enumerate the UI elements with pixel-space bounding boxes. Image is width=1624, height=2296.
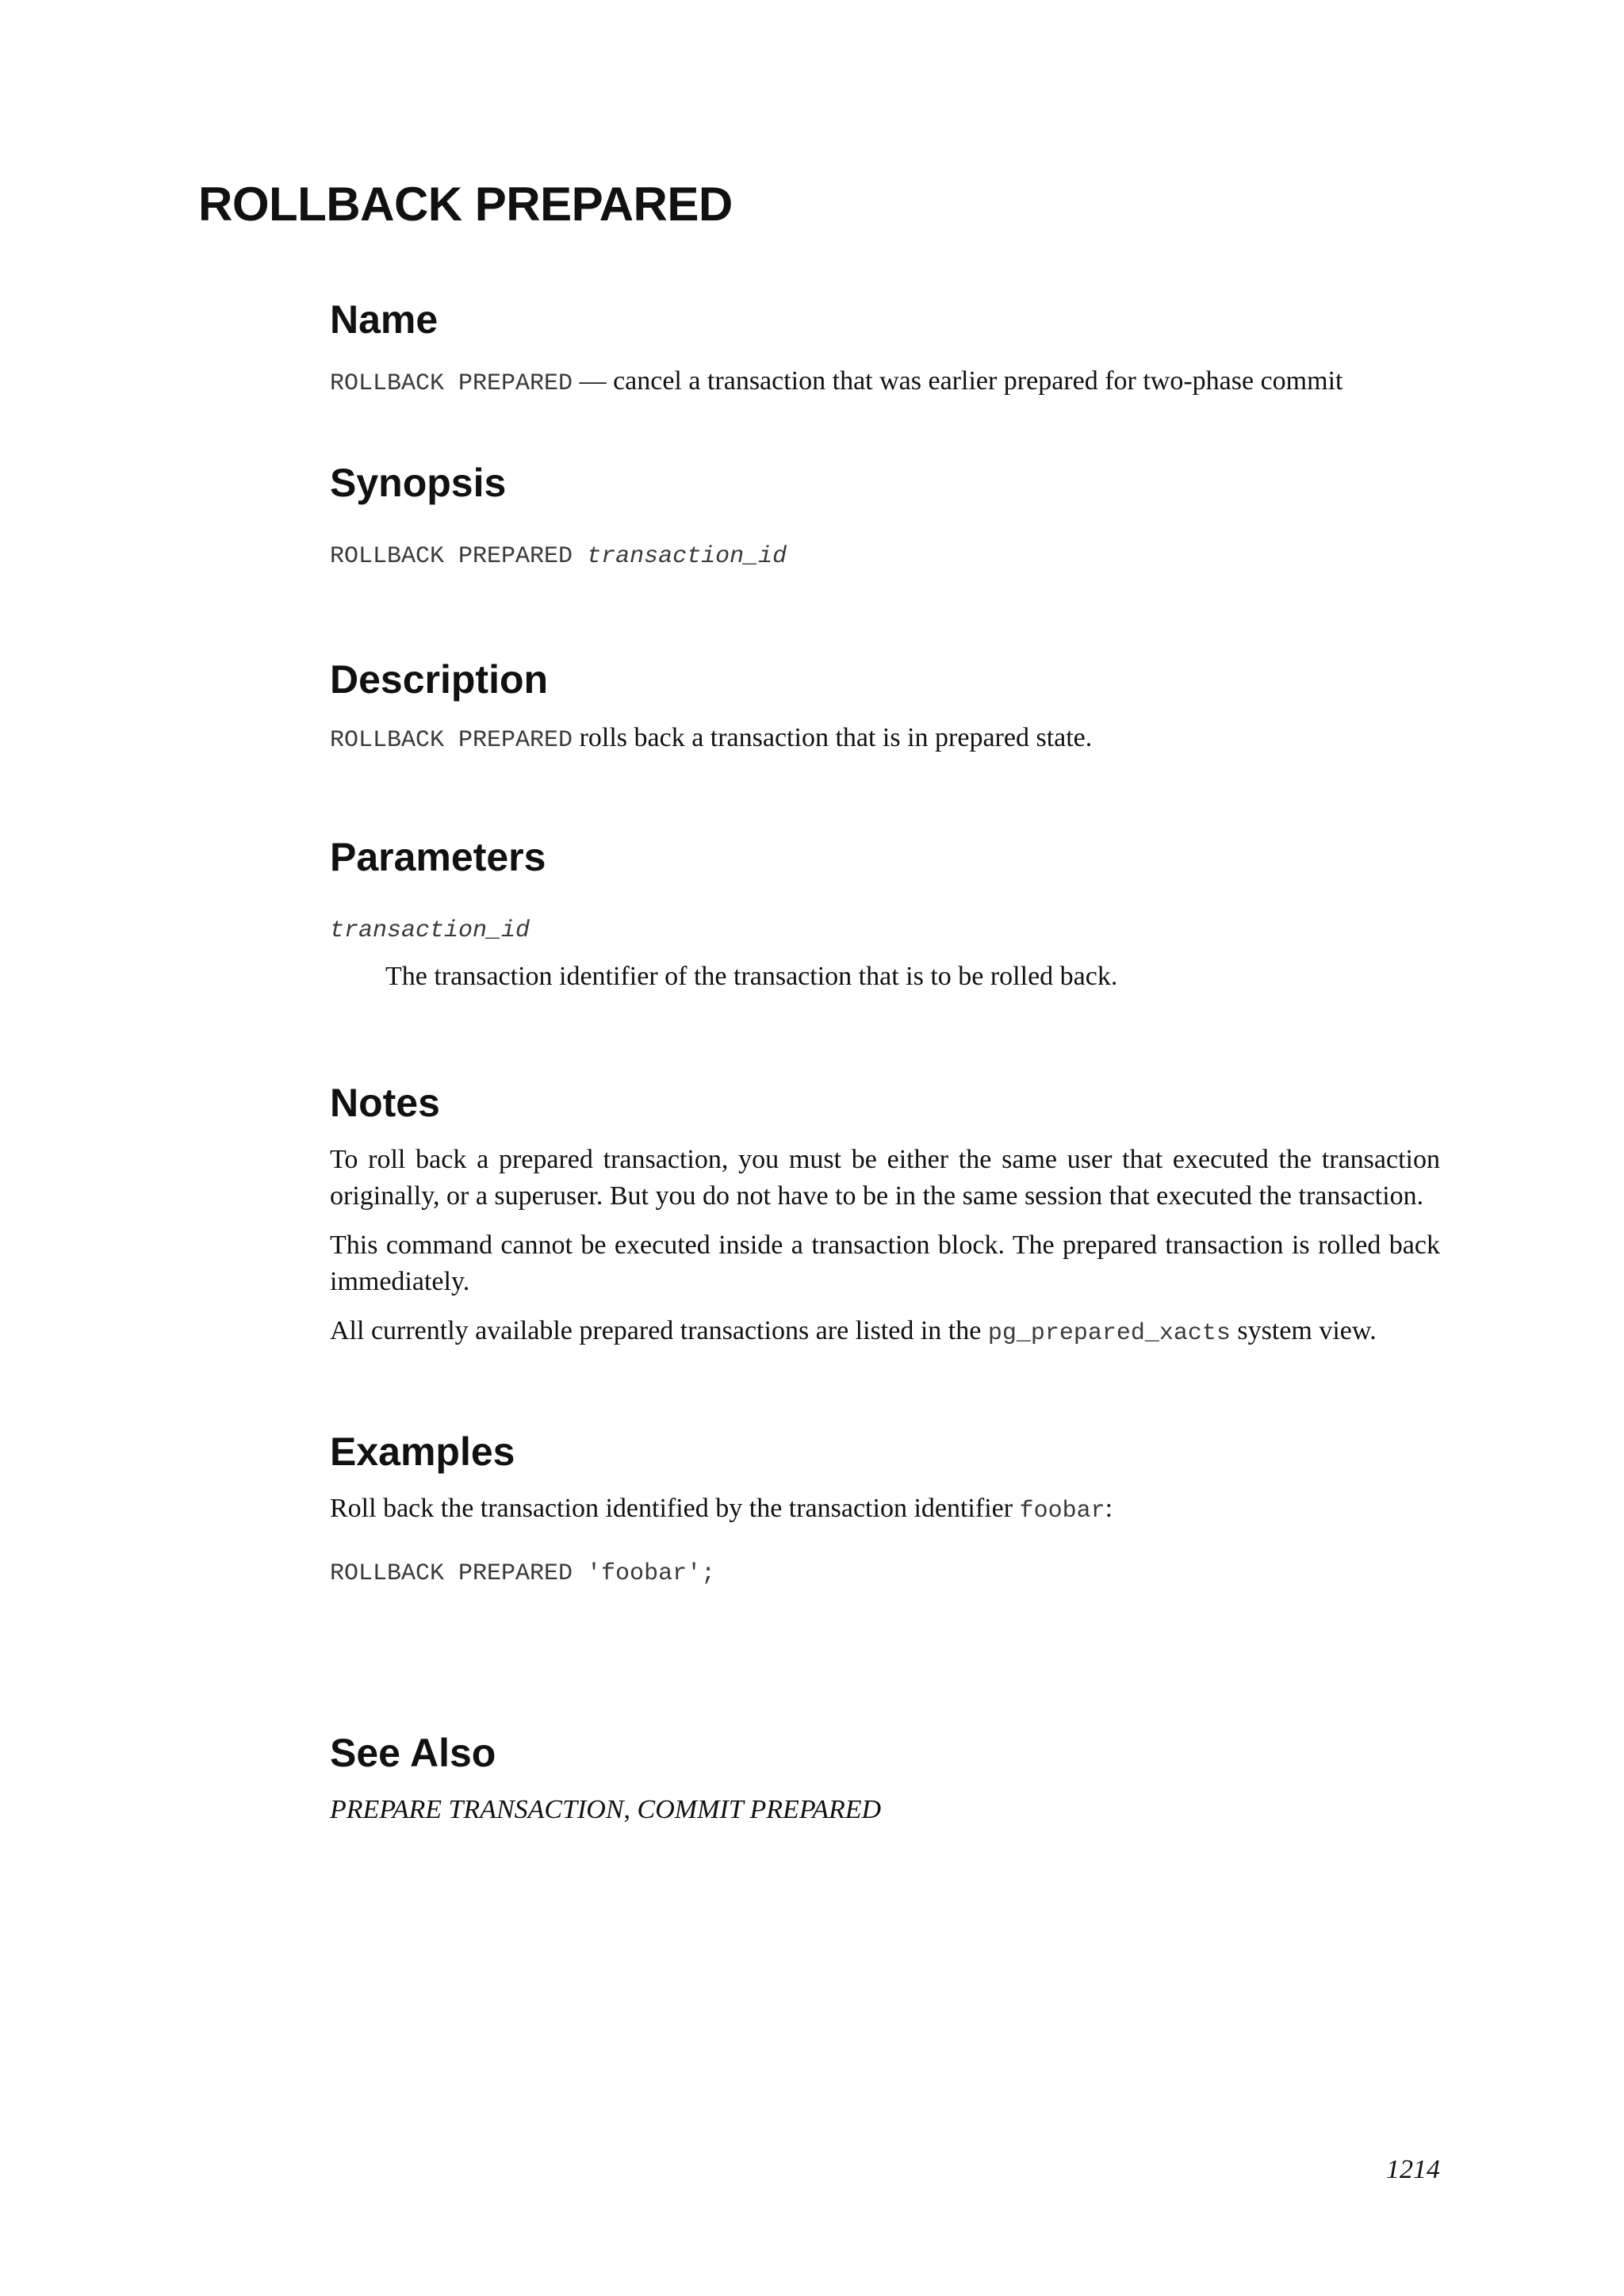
page-title: ROLLBACK PREPARED	[198, 178, 733, 231]
notes-heading: Notes	[330, 1081, 440, 1125]
examples-identifier: foobar	[1019, 1498, 1105, 1525]
name-section	[330, 297, 1440, 402]
parameter-term: transaction_id	[330, 917, 530, 944]
synopsis-command: ROLLBACK PREPARED	[330, 543, 588, 570]
notes-paragraph-1: To roll back a prepared transaction, you must be either the same user that executed the transaction originally, or a superuser. But you do not have to be in the same session that executed the transaction.	[330, 1145, 1440, 1211]
examples-intro-text: Roll back the transaction identified by the transaction identifier	[330, 1494, 1020, 1523]
see-also-links	[330, 1792, 1440, 1828]
notes-paragraph-2: This command cannot be executed inside a transaction block. The prepared transaction is rolled back immediately.	[330, 1230, 1440, 1296]
examples-code: ROLLBACK PREPARED 'foobar';	[330, 1560, 716, 1587]
synopsis-section	[330, 463, 1440, 575]
description-section	[330, 657, 1440, 759]
notes-paragraph-3-text: All currently available prepared transactions are listed in the	[330, 1316, 988, 1345]
examples-section	[330, 1429, 1440, 1592]
see-also-link-commit-prepared[interactable]: COMMIT PREPARED	[637, 1795, 882, 1824]
parameters-heading: Parameters	[330, 835, 546, 879]
notes-paragraph-3	[330, 1313, 1440, 1352]
see-also-separator: ,	[623, 1795, 638, 1824]
synopsis-code	[330, 536, 1440, 575]
see-also-heading: See Also	[330, 1731, 496, 1775]
examples-intro-colon: :	[1105, 1494, 1113, 1523]
see-also-section	[330, 1733, 1440, 1828]
notes-paragraph-3-end: system view.	[1230, 1316, 1377, 1345]
see-also-link-prepare-transaction[interactable]: PREPARE TRANSACTION	[330, 1795, 624, 1824]
system-view-name: pg_prepared_xacts	[987, 1320, 1231, 1347]
examples-intro	[330, 1490, 1440, 1529]
parameters-section	[330, 837, 1440, 995]
parameter-term-line	[330, 910, 1440, 949]
description-command: ROLLBACK PREPARED	[330, 727, 573, 754]
name-heading: Name	[330, 297, 439, 342]
name-paragraph	[330, 363, 1440, 402]
parameter-definition: The transaction identifier of the transaction that is to be rolled back.	[385, 962, 1118, 991]
examples-heading: Examples	[330, 1429, 515, 1474]
name-description: — cancel a transaction that was earlier prepared for two-phase commit	[579, 366, 1343, 396]
description-heading: Description	[330, 657, 549, 702]
notes-section	[330, 1083, 1440, 1352]
description-paragraph	[330, 720, 1440, 759]
synopsis-param: transaction_id	[587, 543, 787, 570]
examples-code-block	[330, 1553, 1440, 1592]
description-text: rolls back a transaction that is in prepared state.	[573, 723, 1093, 752]
name-command: ROLLBACK PREPARED	[330, 370, 573, 397]
page-number: 1214	[1386, 2155, 1440, 2184]
synopsis-heading: Synopsis	[330, 461, 507, 505]
